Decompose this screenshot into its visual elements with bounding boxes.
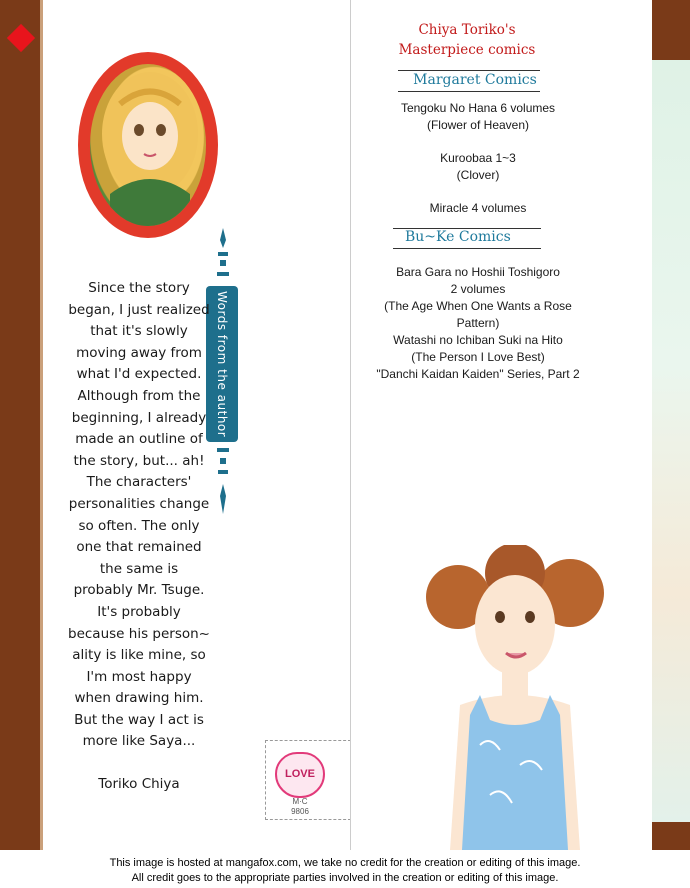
message-line: Although from the <box>77 387 201 404</box>
message-line: began, I just realized <box>68 301 210 318</box>
margaret-titles <box>358 100 598 217</box>
author-message <box>58 278 220 753</box>
right-border-bottom <box>652 822 690 850</box>
message-line: beginning, I already <box>71 409 207 426</box>
author-signature: Toriko Chiya <box>98 776 180 792</box>
title-line: Miracle 4 volumes <box>429 201 527 215</box>
title-line: (Clover) <box>456 168 500 182</box>
banner-top-ornament <box>217 228 229 284</box>
message-line: what I'd expected. <box>76 366 202 383</box>
title-line: Watashi no Ichiban Suki na Hito <box>393 333 563 347</box>
message-line: personalities change <box>68 495 210 512</box>
margaret-divider-top <box>398 70 540 71</box>
title-line: 2 volumes <box>450 282 506 296</box>
title-line: Kuroobaa 1~3 <box>440 151 516 165</box>
message-line: moving away from <box>76 344 202 361</box>
message-line: The characters' <box>86 474 192 491</box>
right-edge-artwork <box>652 60 690 822</box>
message-line: I'm most happy <box>86 668 192 685</box>
title-line: Tengoku No Hana 6 volumes <box>400 101 556 115</box>
message-line: so often. The only <box>78 517 200 534</box>
message-line: But the way I act is <box>74 711 204 728</box>
page-gutter <box>350 0 351 850</box>
girl-illustration <box>420 545 620 850</box>
buke-titles <box>358 264 598 383</box>
message-line: the same is <box>99 560 179 577</box>
title-line: Bara Gara no Hoshii Toshigoro <box>396 265 560 279</box>
left-border-edge <box>40 0 43 850</box>
message-line: more like Saya... <box>82 733 196 750</box>
message-line: Since the story <box>88 280 190 296</box>
title-line: (Flower of Heaven) <box>426 118 530 132</box>
footer-line: All credit goes to the appropriate parties involved in the creation or editing of this image. <box>131 872 559 884</box>
message-line: ality is like mine, so <box>72 647 206 664</box>
left-border-strip <box>0 0 40 850</box>
works-heading <box>392 20 542 60</box>
message-line: probably Mr. Tsuge. <box>73 582 205 599</box>
margaret-comics-label: Margaret Comics <box>413 72 537 88</box>
portrait-illustration <box>90 64 206 226</box>
buke-comics-label: Bu~Ke Comics <box>405 229 511 245</box>
title-line: (The Person I Love Best) <box>411 350 545 364</box>
message-line: that it's slowly <box>90 323 188 340</box>
margaret-divider <box>398 91 540 92</box>
logo-love-label: LOVE <box>285 768 315 780</box>
title-line: "Danchi Kaidan Kaiden" Series, Part 2 <box>376 367 580 381</box>
heading-line: Masterpiece comics <box>398 42 536 58</box>
heading-line: Chiya Toriko's <box>418 22 516 38</box>
logo-mc-label: M·C <box>292 797 308 806</box>
message-line: It's probably <box>97 603 181 620</box>
message-line: made an outline of <box>75 431 203 448</box>
logo-code-label: 9806 <box>291 807 309 816</box>
message-line: because his person~ <box>68 625 210 642</box>
title-line <box>358 184 598 200</box>
buke-divider <box>393 248 541 249</box>
girl-drawing <box>420 545 620 850</box>
message-line: the story, but... ah! <box>73 452 205 469</box>
title-line <box>358 134 598 150</box>
portrait-girl-drawing <box>90 64 206 226</box>
title-line: (The Age When One Wants a Rose <box>384 299 572 313</box>
right-border-top <box>652 0 690 60</box>
message-line: when drawing him. <box>74 690 204 707</box>
footer-line: This image is hosted at mangafox.com, we take no credit for the creation or editing of this image. <box>109 857 581 869</box>
author-banner-label: Words from the author <box>215 290 229 438</box>
title-line: Pattern) <box>456 316 500 330</box>
hosting-credit-footer <box>0 850 690 888</box>
message-line: one that remained <box>76 539 202 556</box>
